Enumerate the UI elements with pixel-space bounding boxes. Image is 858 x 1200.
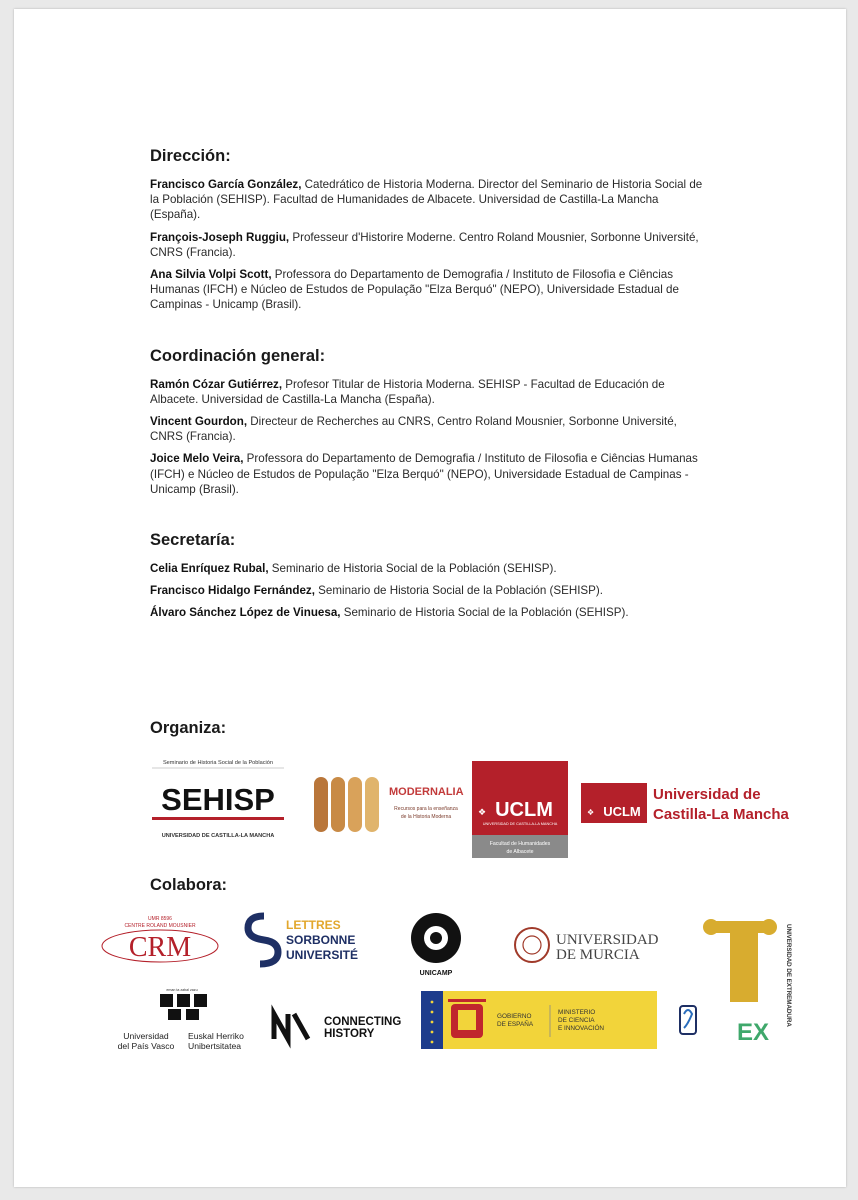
murcia-l1: UNIVERSIDAD [556,932,659,948]
uclm-line1: Universidad de [653,786,761,803]
connecting-l2: HISTORY [324,1028,375,1040]
sorbonne-l3: UNIVERSITÉ [286,948,359,962]
coordinacion-section [150,347,710,497]
uclm-logo [581,783,790,823]
modernalia-title: MODERNALIA [389,786,464,798]
crm-title: CRM [128,932,192,963]
connecting-l1: CONNECTING [324,1016,402,1028]
gobierno-m3: E INNOVACIÓN [558,1025,605,1032]
crm-umr: UMR 8596 [148,916,172,922]
person-desc: Seminario de Historia Social de la Población (SEHISP). [268,562,557,576]
person-desc: Seminario de Historia Social de la Población (SEHISP). [340,606,629,620]
person-name: Joice Melo Veira, [150,452,244,466]
person-entry [150,605,710,620]
person-entry [150,414,710,444]
person-name: Álvaro Sánchez López de Vinuesa, [150,606,341,620]
crm-logo [102,916,218,963]
upv-ehu-logo [118,988,244,1051]
editorial-logo [680,1006,696,1034]
organiza-logos [146,755,846,861]
person-desc: Catedrático de Historia Moderna. Director del Seminario de Historia Social de la Población (SEHISP). Facultad de Humanidades de Albacete. Universidad de Castilla-La Mancha (España). [150,178,703,222]
crm-top: CENTRE ROLAND MOUSNIER [124,923,196,929]
uex-ex: EX [736,1019,770,1046]
person-desc: Professeur d'Historire Moderne. Centro Roland Mousnier, Sorbonne Université, CNRS (Francia). [150,230,699,259]
person-name: Francisco García González, [150,178,302,191]
person-name: Celia Enríquez Rubal, [150,562,269,576]
upv-l1: Universidad [123,1031,169,1041]
upv-l2: del País Vasco [117,1041,175,1051]
person-entry [150,583,710,598]
uclm-fac-sub: UNIVERSIDAD DE CASTILLA-LA MANCHA [482,822,558,826]
gobierno-logo [421,991,657,1049]
modernalia-sub1: Recursos para la enseñanza [394,806,458,812]
sehisp-logo [152,760,284,839]
colabora-logos [88,902,808,1062]
gobierno-g2: DE ESPAÑA [497,1021,534,1028]
uclm-badge: UCLM [603,804,641,819]
organiza-heading: Organiza: [150,719,227,737]
direccion-section [150,147,710,313]
person-desc: Professora do Departamento de Demografia / Instituto de Filosofia e Ciências Humanas (IFCH) e Núcleo de Estudos de População "Elza Berquó" (NEPO), Universidade Estadual de Campinas - Unicamp (Brasil). [150,268,679,312]
uex-logo [703,919,792,1046]
connecting-history-logo [274,1014,401,1040]
upv-r2: Unibertsitatea [188,1041,242,1051]
murcia-logo [515,928,659,963]
person-name: Vincent Gourdon, [150,415,248,429]
gobierno-m1: MINISTERIO [558,1009,596,1016]
uclm-fac-line2: de Albacete [506,849,534,855]
uclm-fac-line1: Facultad de Humanidades [489,841,551,847]
uclm-line2: Castilla-La Mancha [653,806,789,823]
svg-text:❖: ❖ [587,808,595,817]
svg-text:❖: ❖ [478,807,487,817]
person-desc: Directeur de Recherches au CNRS, Centro Roland Mousnier, Sorbonne Université, CNRS (Francia). [150,415,677,444]
colabora-heading: Colabora: [150,876,228,894]
sehisp-bottom-text: UNIVERSIDAD DE CASTILLA-LA MANCHA [161,833,275,839]
unicamp-logo [411,913,461,977]
uex-side: UNIVERSIDAD DE EXTREMADURA [785,924,792,1027]
unicamp-label: UNICAMP [419,970,453,977]
murcia-l2: DE MURCIA [556,947,640,963]
secretaria-section [150,531,710,621]
sorbonne-logo [248,916,358,964]
person-name: Francisco Hidalgo Fernández, [150,584,315,598]
person-desc: Seminario de Historia Social de la Población (SEHISP). [314,584,603,598]
upv-tiny: eman ta zabal zazu [166,988,198,992]
modernalia-logo [314,777,464,832]
gobierno-g1: GOBIERNO [497,1013,532,1020]
person-name: Ramón Cózar Gutiérrez, [150,377,283,391]
person-name: François-Joseph Ruggiu, [150,230,290,244]
uclm-facultad-logo [472,761,568,858]
sehisp-title: SEHISP [161,782,275,817]
person-name: Ana Silvia Volpi Scott, [150,268,272,282]
coordinacion-heading: Coordinación general: [150,346,326,365]
gobierno-m2: DE CIENCIA [558,1017,595,1024]
person-entry [150,267,710,313]
person-entry [150,377,710,407]
upv-r1: Euskal Herriko [188,1031,244,1041]
sorbonne-l2: SORBONNE [286,933,356,947]
direccion-heading: Dirección: [150,147,231,165]
person-entry [150,177,710,223]
document-page [14,9,846,1187]
uclm-fac-title: UCLM [495,799,553,821]
person-entry [150,230,710,260]
person-entry [150,451,710,497]
modernalia-sub2: de la Historia Moderna [400,814,452,820]
sorbonne-l1: LETTRES [286,918,341,932]
person-desc: Profesor Titular de Historia Moderna. SEHISP - Facultad de Educación de Albacete. Universidad de Castilla-La Mancha (España). [150,377,665,406]
secretaria-heading: Secretaría: [150,531,236,550]
credits-content [150,147,710,641]
sehisp-top-text: Seminario de Historia Social de la Población [162,760,274,766]
person-desc: Professora do Departamento de Demografia / Instituto de Filosofia e Ciências Humanas (IFCH) e Núcleo de Estudos de População "Elza Berquó" (NEPO), Universidade Estadual de Campinas - Unicamp (Brasil). [150,452,698,496]
person-entry [150,561,710,576]
